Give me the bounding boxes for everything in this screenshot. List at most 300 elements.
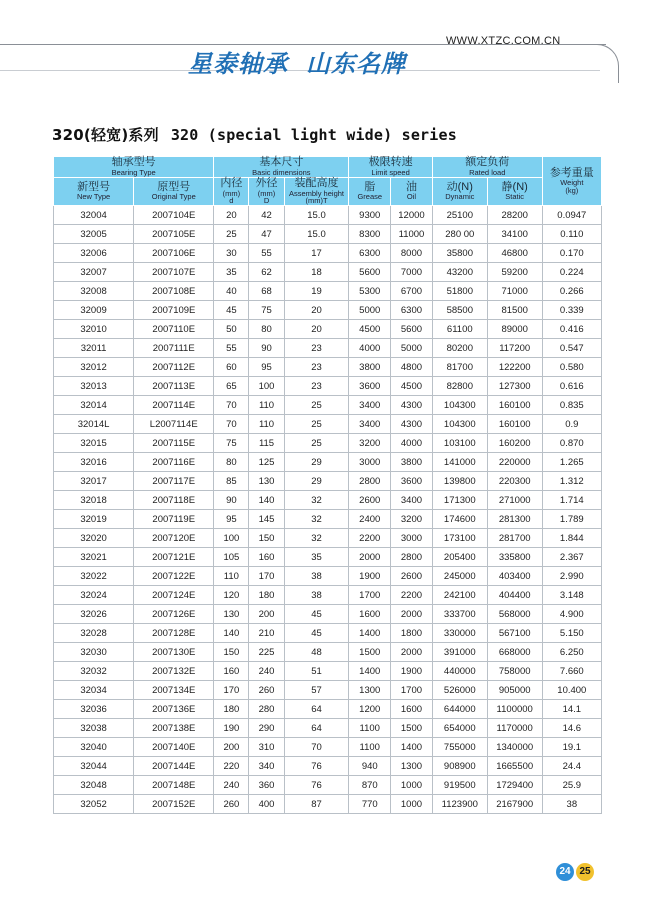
cell-inner-diameter: 130: [214, 605, 249, 624]
cell-weight: 2.990: [542, 567, 601, 586]
cell-static-load: 28200: [487, 206, 542, 225]
cell-assembly-height: 23: [284, 339, 349, 358]
cell-grease-speed: 1100: [349, 719, 391, 738]
cell-oil-speed: 1000: [391, 776, 433, 795]
cell-oil-speed: 5000: [391, 339, 433, 358]
cell-static-load: 403400: [487, 567, 542, 586]
cell-static-load: 220000: [487, 453, 542, 472]
cell-oil-speed: 2600: [391, 567, 433, 586]
cell-original-type: 2007116E: [134, 453, 214, 472]
cell-weight: 19.1: [542, 738, 601, 757]
cell-outer-diameter: 62: [249, 263, 284, 282]
cell-oil-speed: 1900: [391, 662, 433, 681]
cell-new-type: 32013: [54, 377, 134, 396]
cell-inner-diameter: 30: [214, 244, 249, 263]
cell-outer-diameter: 340: [249, 757, 284, 776]
cell-dynamic-load: 104300: [432, 415, 487, 434]
col-group-rated-load: 额定负荷 Rated load: [432, 157, 542, 178]
cell-static-load: 281700: [487, 529, 542, 548]
cell-dynamic-load: 81700: [432, 358, 487, 377]
cell-grease-speed: 3000: [349, 453, 391, 472]
cell-assembly-height: 57: [284, 681, 349, 700]
cell-dynamic-load: 103100: [432, 434, 487, 453]
cell-outer-diameter: 100: [249, 377, 284, 396]
col-static: 静(N) Static: [487, 178, 542, 206]
cell-outer-diameter: 150: [249, 529, 284, 548]
cell-outer-diameter: 115: [249, 434, 284, 453]
cell-outer-diameter: 360: [249, 776, 284, 795]
cell-inner-diameter: 65: [214, 377, 249, 396]
table-row: [54, 263, 602, 282]
cell-new-type: 32010: [54, 320, 134, 339]
col-oil: 油 Oil: [391, 178, 433, 206]
section-title-cn: 320(轻宽)系列: [52, 126, 159, 144]
cell-dynamic-load: 58500: [432, 301, 487, 320]
cell-outer-diameter: 110: [249, 415, 284, 434]
cell-dynamic-load: 51800: [432, 282, 487, 301]
cell-assembly-height: 38: [284, 567, 349, 586]
cell-grease-speed: 3600: [349, 377, 391, 396]
cell-new-type: 32019: [54, 510, 134, 529]
cell-static-load: 567100: [487, 624, 542, 643]
col-outer-diameter: 外径 (mm) D: [249, 178, 284, 206]
table-row: [54, 415, 602, 434]
cell-weight: 38: [542, 795, 601, 814]
cell-assembly-height: 32: [284, 510, 349, 529]
cell-grease-speed: 3800: [349, 358, 391, 377]
slogan-brand: 山东名牌: [306, 49, 406, 78]
cell-outer-diameter: 90: [249, 339, 284, 358]
cell-assembly-height: 20: [284, 320, 349, 339]
cell-inner-diameter: 60: [214, 358, 249, 377]
cell-inner-diameter: 55: [214, 339, 249, 358]
cell-weight: 1.265: [542, 453, 601, 472]
cell-inner-diameter: 240: [214, 776, 249, 795]
cell-dynamic-load: 43200: [432, 263, 487, 282]
cell-assembly-height: 64: [284, 719, 349, 738]
section-title: [52, 124, 457, 145]
table-row: [54, 282, 602, 301]
col-assembly-height: 装配高度 Assembly height (mm)T: [284, 178, 349, 206]
cell-dynamic-load: 391000: [432, 643, 487, 662]
cell-weight: 1.312: [542, 472, 601, 491]
cell-oil-speed: 11000: [391, 225, 433, 244]
cell-static-load: 668000: [487, 643, 542, 662]
cell-dynamic-load: 61100: [432, 320, 487, 339]
cell-new-type: 32011: [54, 339, 134, 358]
cell-outer-diameter: 110: [249, 396, 284, 415]
cell-grease-speed: 1300: [349, 681, 391, 700]
cell-grease-speed: 2400: [349, 510, 391, 529]
cell-oil-speed: 1800: [391, 624, 433, 643]
cell-oil-speed: 1000: [391, 795, 433, 814]
cell-dynamic-load: 526000: [432, 681, 487, 700]
cell-assembly-height: 48: [284, 643, 349, 662]
cell-original-type: 2007115E: [134, 434, 214, 453]
table-row: [54, 472, 602, 491]
cell-new-type: 32020: [54, 529, 134, 548]
cell-grease-speed: 1200: [349, 700, 391, 719]
cell-outer-diameter: 400: [249, 795, 284, 814]
cell-dynamic-load: 1123900: [432, 795, 487, 814]
cell-weight: 0.616: [542, 377, 601, 396]
cell-inner-diameter: 95: [214, 510, 249, 529]
cell-grease-speed: 4500: [349, 320, 391, 339]
cell-weight: 5.150: [542, 624, 601, 643]
cell-outer-diameter: 95: [249, 358, 284, 377]
table-row: [54, 719, 602, 738]
slogan-company: 星泰轴承: [188, 49, 288, 78]
cell-outer-diameter: 75: [249, 301, 284, 320]
col-group-basic-dimensions: 基本尺寸 Basic dimensions: [214, 157, 349, 178]
cell-assembly-height: 45: [284, 624, 349, 643]
cell-new-type: 32028: [54, 624, 134, 643]
cell-weight: 14.6: [542, 719, 601, 738]
table-row: [54, 738, 602, 757]
cell-static-load: 122200: [487, 358, 542, 377]
cell-inner-diameter: 150: [214, 643, 249, 662]
cell-static-load: 1340000: [487, 738, 542, 757]
cell-outer-diameter: 310: [249, 738, 284, 757]
cell-assembly-height: 20: [284, 301, 349, 320]
cell-assembly-height: 32: [284, 529, 349, 548]
cell-dynamic-load: 82800: [432, 377, 487, 396]
table-row: [54, 643, 602, 662]
cell-new-type: 32014: [54, 396, 134, 415]
cell-dynamic-load: 919500: [432, 776, 487, 795]
cell-static-load: 81500: [487, 301, 542, 320]
cell-grease-speed: 870: [349, 776, 391, 795]
cell-outer-diameter: 290: [249, 719, 284, 738]
cell-oil-speed: 3600: [391, 472, 433, 491]
cell-new-type: 32044: [54, 757, 134, 776]
cell-outer-diameter: 225: [249, 643, 284, 662]
cell-new-type: 32026: [54, 605, 134, 624]
cell-grease-speed: 6300: [349, 244, 391, 263]
cell-dynamic-load: 908900: [432, 757, 487, 776]
cell-outer-diameter: 47: [249, 225, 284, 244]
cell-new-type: 32012: [54, 358, 134, 377]
cell-static-load: 568000: [487, 605, 542, 624]
cell-weight: 0.266: [542, 282, 601, 301]
cell-original-type: L2007114E: [134, 415, 214, 434]
cell-outer-diameter: 145: [249, 510, 284, 529]
cell-assembly-height: 25: [284, 434, 349, 453]
cell-grease-speed: 2200: [349, 529, 391, 548]
cell-static-load: 1665500: [487, 757, 542, 776]
cell-assembly-height: 19: [284, 282, 349, 301]
table-row: [54, 605, 602, 624]
cell-static-load: 281300: [487, 510, 542, 529]
cell-inner-diameter: 35: [214, 263, 249, 282]
cell-weight: 0.835: [542, 396, 601, 415]
table-row: [54, 320, 602, 339]
cell-original-type: 2007124E: [134, 586, 214, 605]
cell-outer-diameter: 42: [249, 206, 284, 225]
cell-oil-speed: 6700: [391, 282, 433, 301]
cell-outer-diameter: 180: [249, 586, 284, 605]
cell-weight: 0.9: [542, 415, 601, 434]
col-grease: 脂 Grease: [349, 178, 391, 206]
cell-grease-speed: 8300: [349, 225, 391, 244]
cell-outer-diameter: 280: [249, 700, 284, 719]
cell-new-type: 32034: [54, 681, 134, 700]
cell-grease-speed: 940: [349, 757, 391, 776]
cell-outer-diameter: 140: [249, 491, 284, 510]
cell-outer-diameter: 130: [249, 472, 284, 491]
cell-dynamic-load: 173100: [432, 529, 487, 548]
cell-new-type: 32022: [54, 567, 134, 586]
table-row: [54, 700, 602, 719]
cell-original-type: 2007109E: [134, 301, 214, 320]
section-title-en: 320 (special light wide) series: [170, 126, 457, 144]
cell-grease-speed: 3400: [349, 396, 391, 415]
cell-assembly-height: 87: [284, 795, 349, 814]
table-row: [54, 548, 602, 567]
cell-weight: 0.580: [542, 358, 601, 377]
col-original-type: 原型号 Original Type: [134, 178, 214, 206]
cell-static-load: 89000: [487, 320, 542, 339]
table-row: [54, 681, 602, 700]
cell-original-type: 2007134E: [134, 681, 214, 700]
cell-original-type: 2007152E: [134, 795, 214, 814]
table-row: [54, 529, 602, 548]
cell-assembly-height: 76: [284, 776, 349, 795]
cell-oil-speed: 6300: [391, 301, 433, 320]
cell-original-type: 2007110E: [134, 320, 214, 339]
cell-inner-diameter: 85: [214, 472, 249, 491]
cell-original-type: 2007112E: [134, 358, 214, 377]
cell-weight: 1.844: [542, 529, 601, 548]
cell-inner-diameter: 20: [214, 206, 249, 225]
cell-oil-speed: 3200: [391, 510, 433, 529]
cell-inner-diameter: 120: [214, 586, 249, 605]
cell-weight: 0.416: [542, 320, 601, 339]
cell-new-type: 32048: [54, 776, 134, 795]
cell-original-type: 2007144E: [134, 757, 214, 776]
cell-new-type: 32018: [54, 491, 134, 510]
cell-static-load: 758000: [487, 662, 542, 681]
cell-assembly-height: 70: [284, 738, 349, 757]
cell-new-type: 32017: [54, 472, 134, 491]
cell-assembly-height: 29: [284, 472, 349, 491]
cell-new-type: 32007: [54, 263, 134, 282]
cell-static-load: 335800: [487, 548, 542, 567]
cell-assembly-height: 64: [284, 700, 349, 719]
cell-inner-diameter: 105: [214, 548, 249, 567]
cell-original-type: 2007117E: [134, 472, 214, 491]
cell-weight: 2.367: [542, 548, 601, 567]
cell-dynamic-load: 104300: [432, 396, 487, 415]
cell-grease-speed: 1400: [349, 662, 391, 681]
cell-original-type: 2007140E: [134, 738, 214, 757]
cell-original-type: 2007132E: [134, 662, 214, 681]
cell-original-type: 2007107E: [134, 263, 214, 282]
cell-static-load: 117200: [487, 339, 542, 358]
cell-grease-speed: 5600: [349, 263, 391, 282]
cell-grease-speed: 1500: [349, 643, 391, 662]
cell-inner-diameter: 90: [214, 491, 249, 510]
col-weight: 参考重量 Weight (kg): [542, 157, 601, 206]
cell-inner-diameter: 260: [214, 795, 249, 814]
header-rule-curve: [560, 44, 619, 83]
cell-original-type: 2007114E: [134, 396, 214, 415]
cell-original-type: 2007122E: [134, 567, 214, 586]
cell-inner-diameter: 100: [214, 529, 249, 548]
cell-static-load: 1100000: [487, 700, 542, 719]
cell-grease-speed: 2600: [349, 491, 391, 510]
table-row: [54, 358, 602, 377]
col-inner-diameter: 内径 (mm) d: [214, 178, 249, 206]
cell-weight: 3.148: [542, 586, 601, 605]
cell-inner-diameter: 75: [214, 434, 249, 453]
cell-dynamic-load: 80200: [432, 339, 487, 358]
cell-grease-speed: 1900: [349, 567, 391, 586]
table-row: [54, 301, 602, 320]
cell-outer-diameter: 55: [249, 244, 284, 263]
cell-weight: 25.9: [542, 776, 601, 795]
cell-oil-speed: 3800: [391, 453, 433, 472]
table-row: [54, 586, 602, 605]
cell-inner-diameter: 40: [214, 282, 249, 301]
brand-slogan: [188, 44, 406, 79]
table-row: [54, 225, 602, 244]
cell-grease-speed: 1700: [349, 586, 391, 605]
table-row: [54, 244, 602, 263]
cell-weight: 0.110: [542, 225, 601, 244]
cell-assembly-height: 76: [284, 757, 349, 776]
cell-inner-diameter: 170: [214, 681, 249, 700]
cell-inner-diameter: 110: [214, 567, 249, 586]
cell-oil-speed: 5600: [391, 320, 433, 339]
cell-assembly-height: 17: [284, 244, 349, 263]
table-row: [54, 776, 602, 795]
cell-new-type: 32006: [54, 244, 134, 263]
cell-static-load: 220300: [487, 472, 542, 491]
cell-static-load: 46800: [487, 244, 542, 263]
cell-assembly-height: 23: [284, 358, 349, 377]
table-row: [54, 757, 602, 776]
cell-new-type: 32030: [54, 643, 134, 662]
cell-weight: 1.714: [542, 491, 601, 510]
table-body: [54, 206, 602, 814]
cell-outer-diameter: 68: [249, 282, 284, 301]
cell-assembly-height: 35: [284, 548, 349, 567]
cell-inner-diameter: 140: [214, 624, 249, 643]
cell-weight: 0.339: [542, 301, 601, 320]
cell-new-type: 32015: [54, 434, 134, 453]
cell-weight: 6.250: [542, 643, 601, 662]
cell-grease-speed: 3400: [349, 415, 391, 434]
cell-static-load: 160100: [487, 396, 542, 415]
cell-weight: 14.1: [542, 700, 601, 719]
cell-grease-speed: 9300: [349, 206, 391, 225]
website-url: WWW.XTZC.COM.CN: [446, 35, 561, 47]
cell-new-type: 32038: [54, 719, 134, 738]
table-row: [54, 396, 602, 415]
cell-oil-speed: 1600: [391, 700, 433, 719]
cell-oil-speed: 2200: [391, 586, 433, 605]
cell-oil-speed: 1300: [391, 757, 433, 776]
cell-new-type: 32016: [54, 453, 134, 472]
table-row: [54, 510, 602, 529]
cell-original-type: 2007121E: [134, 548, 214, 567]
cell-outer-diameter: 170: [249, 567, 284, 586]
cell-grease-speed: 4000: [349, 339, 391, 358]
cell-original-type: 2007148E: [134, 776, 214, 795]
cell-dynamic-load: 35800: [432, 244, 487, 263]
cell-dynamic-load: 174600: [432, 510, 487, 529]
cell-oil-speed: 3000: [391, 529, 433, 548]
cell-oil-speed: 7000: [391, 263, 433, 282]
cell-oil-speed: 4800: [391, 358, 433, 377]
cell-original-type: 2007104E: [134, 206, 214, 225]
cell-oil-speed: 4000: [391, 434, 433, 453]
cell-assembly-height: 51: [284, 662, 349, 681]
cell-oil-speed: 1700: [391, 681, 433, 700]
cell-oil-speed: 1400: [391, 738, 433, 757]
cell-static-load: 34100: [487, 225, 542, 244]
cell-new-type: 32036: [54, 700, 134, 719]
cell-dynamic-load: 654000: [432, 719, 487, 738]
cell-oil-speed: 4500: [391, 377, 433, 396]
cell-inner-diameter: 70: [214, 396, 249, 415]
cell-oil-speed: 4300: [391, 396, 433, 415]
cell-outer-diameter: 260: [249, 681, 284, 700]
cell-outer-diameter: 160: [249, 548, 284, 567]
cell-new-type: 32014L: [54, 415, 134, 434]
cell-original-type: 2007106E: [134, 244, 214, 263]
cell-dynamic-load: 242100: [432, 586, 487, 605]
cell-new-type: 32052: [54, 795, 134, 814]
cell-oil-speed: 8000: [391, 244, 433, 263]
cell-weight: 1.789: [542, 510, 601, 529]
cell-grease-speed: 2000: [349, 548, 391, 567]
cell-grease-speed: 770: [349, 795, 391, 814]
col-new-type: 新型号 New Type: [54, 178, 134, 206]
cell-grease-speed: 1400: [349, 624, 391, 643]
cell-dynamic-load: 755000: [432, 738, 487, 757]
cell-original-type: 2007118E: [134, 491, 214, 510]
cell-assembly-height: 23: [284, 377, 349, 396]
page-number-right: 25: [576, 863, 594, 881]
cell-grease-speed: 3200: [349, 434, 391, 453]
cell-assembly-height: 45: [284, 605, 349, 624]
cell-grease-speed: 2800: [349, 472, 391, 491]
cell-inner-diameter: 180: [214, 700, 249, 719]
cell-weight: 0.547: [542, 339, 601, 358]
cell-dynamic-load: 644000: [432, 700, 487, 719]
cell-static-load: 1729400: [487, 776, 542, 795]
cell-grease-speed: 5300: [349, 282, 391, 301]
cell-assembly-height: 15.0: [284, 225, 349, 244]
cell-static-load: 160200: [487, 434, 542, 453]
cell-static-load: 404400: [487, 586, 542, 605]
cell-static-load: 127300: [487, 377, 542, 396]
cell-assembly-height: 25: [284, 415, 349, 434]
cell-inner-diameter: 160: [214, 662, 249, 681]
table-row: [54, 491, 602, 510]
cell-new-type: 32008: [54, 282, 134, 301]
cell-inner-diameter: 50: [214, 320, 249, 339]
cell-dynamic-load: 139800: [432, 472, 487, 491]
cell-static-load: 271000: [487, 491, 542, 510]
cell-assembly-height: 15.0: [284, 206, 349, 225]
bearing-spec-table: [53, 156, 602, 814]
cell-dynamic-load: 280 00: [432, 225, 487, 244]
cell-oil-speed: 2000: [391, 643, 433, 662]
col-group-limit-speed: 极限转速 Limit speed: [349, 157, 432, 178]
